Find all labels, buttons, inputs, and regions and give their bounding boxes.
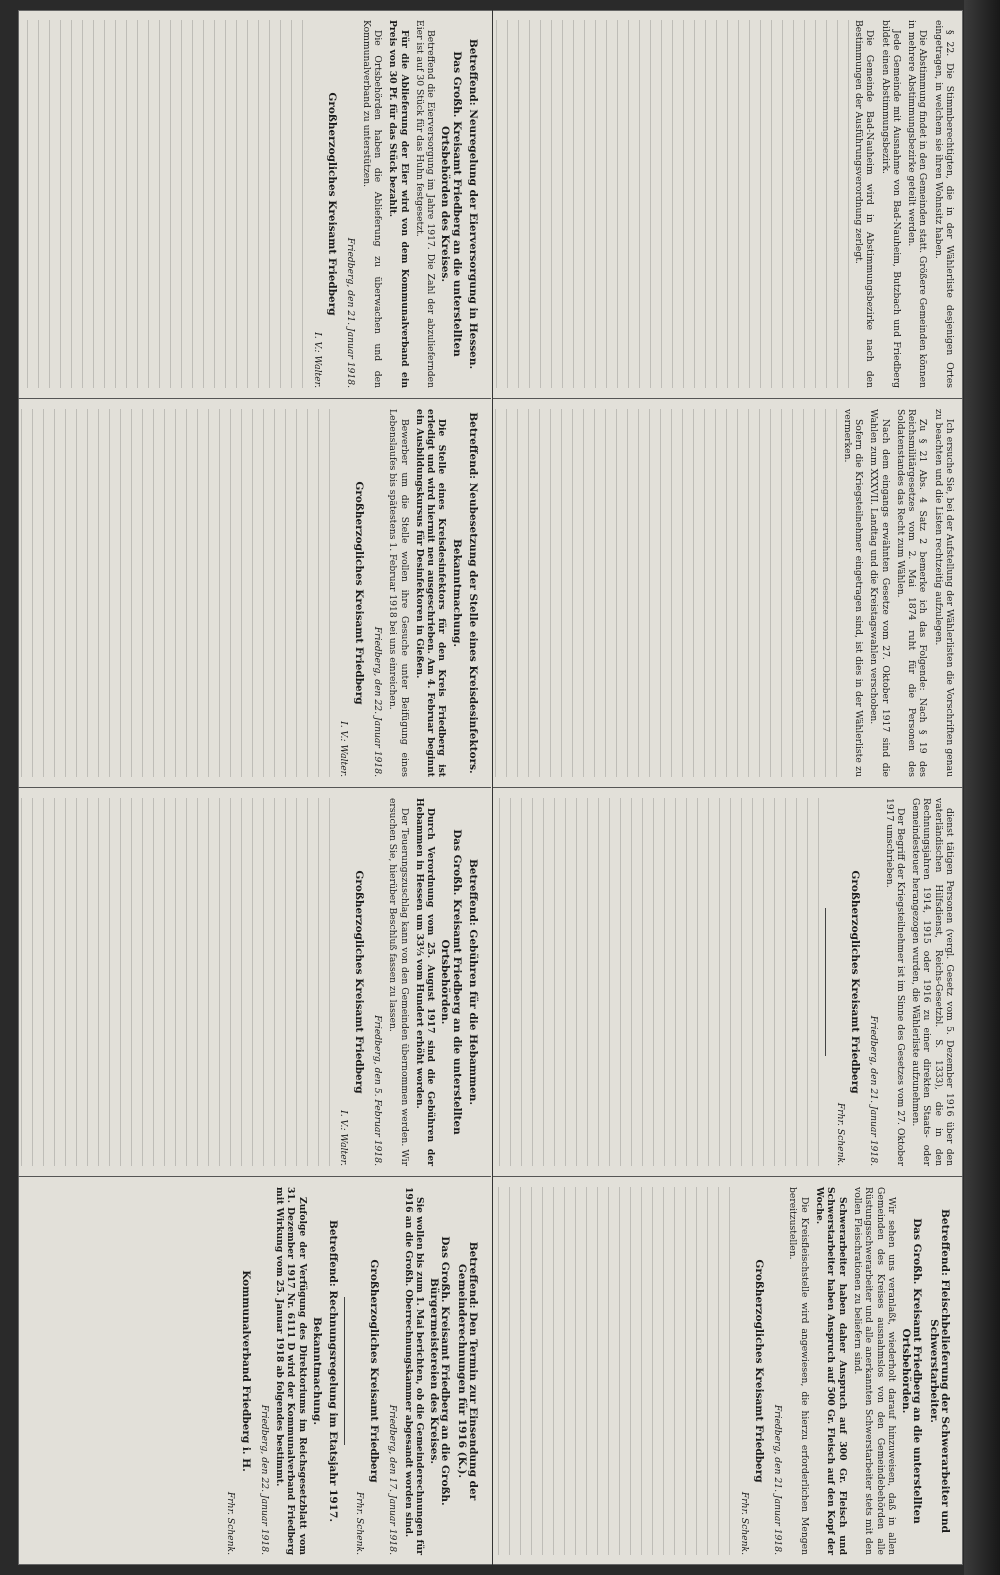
notice-heading: Betreffend: Neuregelung der Eierversorgung in Hessen. (467, 38, 479, 370)
signature-office: Großherzogliches Kreisamt Friedberg (352, 481, 365, 705)
column-bottom-1 (18, 10, 491, 399)
signature-name: Frhr. Schenk. (225, 1491, 237, 1555)
signature-name: I. V.: Walter. (338, 721, 350, 777)
rotated-sheet (18, 10, 963, 1565)
divider (344, 1297, 345, 1444)
signature-name: Frhr. Schenk. (738, 1491, 750, 1555)
signature-name: I. V.: Walter. (311, 332, 323, 388)
paragraph: Wir sehen uns veranlaßt, wiederholt darauf hinzuweisen, daß in allen Gemeinden des Kreises ausnahmslos von den Gemeindebehörden alle Rüstungsschwerarbeiter und alle anerkannten Schwerstarbeiter stets mit den vollen Fleischrationen zu beliefern sind. (851, 1187, 897, 1555)
notice-subheading: Das Großh. Kreisamt Friedberg an die unterstellten Ortsbehörden des Kreises. (439, 51, 463, 357)
paragraph: Die Gemeinde Bad-Nauheim wird in Abstimmungsbezirke nach den Bestimmungen der Ausführungsverordnung zerlegt. (852, 20, 876, 388)
notice-subheading: Das Großh. Kreisamt Friedberg an die unterstellten Ortsbehörden. (900, 1218, 924, 1524)
signature-office: Großherzogliches Kreisamt Friedberg (367, 1259, 380, 1483)
notice-subheading: Das Großh. Kreisamt Friedberg an die unterstellten Ortsbehörden. (439, 829, 463, 1135)
notice-heading: Betreffend: Fleischbelieferung der Schwerarbeiter und Schwerstarbeiter. (927, 1209, 951, 1533)
paragraph: Jede Gemeinde mit Ausnahme von Bad-Nauheim, Butzbach und Friedberg bildet einen Abstimmungsbezirk. (879, 20, 902, 388)
signature-date: Friedberg, den 5. Februar 1918. (371, 1015, 383, 1166)
signature-date: Friedberg, den 21. Januar 1918. (868, 1015, 880, 1166)
signature-name: Frhr. Schenk. (834, 1102, 846, 1166)
text-filler (18, 798, 330, 1166)
signature-date: Friedberg, den 17. Januar 1918. (387, 1404, 399, 1555)
text-filler (493, 20, 849, 388)
signature-date: Friedberg, den 22. Januar 1918. (371, 626, 383, 777)
paragraph: Zu § 21 Abs. 4 Satz 2 bemerke ich das Folgende: Nach § 19 des Reichsmilitärgesetzes vom 2. Mai 1874 ruht für die Personen des Soldatenstandes das Recht zum Wählen. (894, 409, 929, 777)
notice-subheading: Bekanntmachung. (450, 539, 463, 647)
divider (825, 908, 826, 1055)
top-row (492, 10, 963, 1565)
paragraph: Betreffend die Eierversorgung im Jahre 1917. Die Zahl der abzuliefernden Eier ist auf 30 Stück für das Huhn festgesetzt. (413, 20, 437, 388)
paragraph: Die Ortsbehörden haben die Ablieferung zu überwachen und den Kommunalverband zu unterstützen. (360, 20, 383, 388)
column-bottom-4 (18, 1177, 491, 1565)
newspaper-page (18, 10, 963, 1565)
notice-subheading: Bekanntmachung. (311, 1317, 324, 1425)
notice-heading: Betreffend: Den Termin zur Einsendung der Gemeinderechnungen für 1916 (K.). (455, 1241, 479, 1501)
binding-edge (964, 0, 1000, 1575)
paragraph: Bewerber um die Stelle wollen ihre Gesuche unter Beifügung eines Lebenslaufes bis spätestens 1. Februar 1918 bei uns einreichen. (387, 409, 410, 777)
notice-heading: Betreffend: Neubesetzung der Stelle eines Kreisdesinfektors. (467, 412, 479, 774)
column-top-3 (493, 788, 963, 1177)
signature-office: Großherzogliches Kreisamt Friedberg (326, 92, 339, 316)
signature-office: Großherzogliches Kreisamt Friedberg (752, 1259, 765, 1483)
signature-office: Großherzogliches Kreisamt Friedberg (848, 870, 861, 1094)
column-top-1 (493, 10, 963, 399)
column-bottom-3 (18, 788, 491, 1177)
paragraph: Die Abstimmung findet in den Gemeinden statt. Größere Gemeinden können in mehrere Abstimmungsbezirke geteilt werden. (906, 20, 929, 388)
paragraph: Der Begriff der Kriegsteilnehmer ist im Sinne des Gesetzes vom 27. Oktober 1917 umschrieben. (883, 798, 906, 1166)
signature-name: I. V.: Walter. (338, 1110, 350, 1166)
signature-date: Friedberg, den 21. Januar 1918. (772, 1404, 784, 1555)
column-top-4 (493, 1177, 963, 1565)
text-filler (493, 798, 819, 1166)
paragraph: Die Kreisfleischstelle wird angewiesen, die hierzu erforderlichen Mengen bereitzustellen. (787, 1187, 810, 1555)
signature-date: Friedberg, den 21. Januar 1918. (345, 237, 357, 388)
text-filler (493, 409, 837, 777)
paragraph: Für die Ablieferung der Eier wird von dem Kommunalverband ein Preis von 30 Pf. für das Stück bezahlt. (387, 20, 410, 388)
paragraph: § 22. Die Stimmberechtigten, die in der Wählerliste desjenigen Ortes eingetragen, in welchem sie ihren Wohnsitz haben. (932, 20, 955, 388)
signature-office: Großherzogliches Kreisamt Friedberg (352, 870, 365, 1094)
paragraph: Die Stelle eines Kreisdesinfektors für den Kreis Friedberg ist erledigt und wird hiermit neu ausgeschrieben. Am 4. Februar beginnt ein Ausbildungskursus für Desinfektoren in Gießen. (413, 409, 448, 777)
paragraph: Sofern die Kriegsteilnehmer eingetragen sind, ist dies in der Wählerliste zu vermerken. (841, 409, 864, 777)
paragraph: Ich ersuche Sie, bei der Aufstellung der Wählerlisten die Vorschriften genau zu beachten und die Listen rechtzeitig aufzulegen. (932, 409, 955, 777)
paragraph: Schwerarbeiter haben daher Anspruch auf 300 Gr. Fleisch und Schwerstarbeiter haben Anspruch auf 500 Gr. Fleisch auf den Kopf der Woche. (814, 1187, 848, 1555)
bottom-row (18, 10, 491, 1565)
notice-heading: Betreffend: Rechnungsregelung im Etatsjahr 1917. (327, 1220, 340, 1522)
paragraph: Sie wollen bis zum 1. Mai berichten, ob die Gemeinderechnungen für 1916 an die Großh. Oberrechnungskammer abgesandt worden sind. (402, 1187, 425, 1555)
text-filler (493, 1187, 730, 1555)
signature-office: Kommunalverband Friedberg i. H. (239, 1270, 252, 1472)
column-bottom-2 (18, 399, 491, 788)
signature-date: Friedberg, den 22. Januar 1918. (258, 1404, 270, 1555)
notice-subheading: Das Großh. Kreisamt Friedberg an die Großh. Bürgermeistereien des Kreises. (428, 1236, 452, 1506)
paragraph: Zufolge der Verfügung des Direktoriums im Reichsgesetzblatt vom 31. Dezember 1917 Nr. 6111 D wird der Kommunalverband Friedberg mit Wirkung vom 25. Januar 1918 ab folgendes bestimmt. (274, 1187, 308, 1555)
paragraph: Durch Verordnung vom 25. August 1917 sind die Gebühren der Hebammen in Hessen um 33⅓ vom Hundert erhöht worden. (413, 798, 437, 1166)
paragraph: Nach dem eingangs erwähnten Gesetze vom 27. Oktober 1917 sind die Wahlen zum XXXVII. Landtag und die Kreistagswahlen verschoben. (868, 409, 891, 777)
column-top-2 (493, 399, 963, 788)
text-filler (18, 409, 330, 777)
signature-name: Frhr. Schenk. (353, 1491, 365, 1555)
text-filler (18, 20, 303, 388)
paragraph: Der Teuerungszuschlag kann von den Gemeinden übernommen werden. Wir ersuchen Sie, hierüber Beschluß fassen zu lassen. (387, 798, 410, 1166)
notice-heading: Betreffend: Gebühren für die Hebammen. (467, 858, 479, 1106)
paragraph: dienst tätigen Personen (vergl. Gesetz vom 5. Dezember 1916 über den vaterländischen Hilfsdienst, Reichs-Gesetzbl. S. 1333), die in den Rechnungsjahren 1914, 1915 oder 1916 zu einer direkten Staats- oder Gemeindesteuer herangezogen wurden, die Wählerliste aufzunehmen. (910, 798, 955, 1166)
